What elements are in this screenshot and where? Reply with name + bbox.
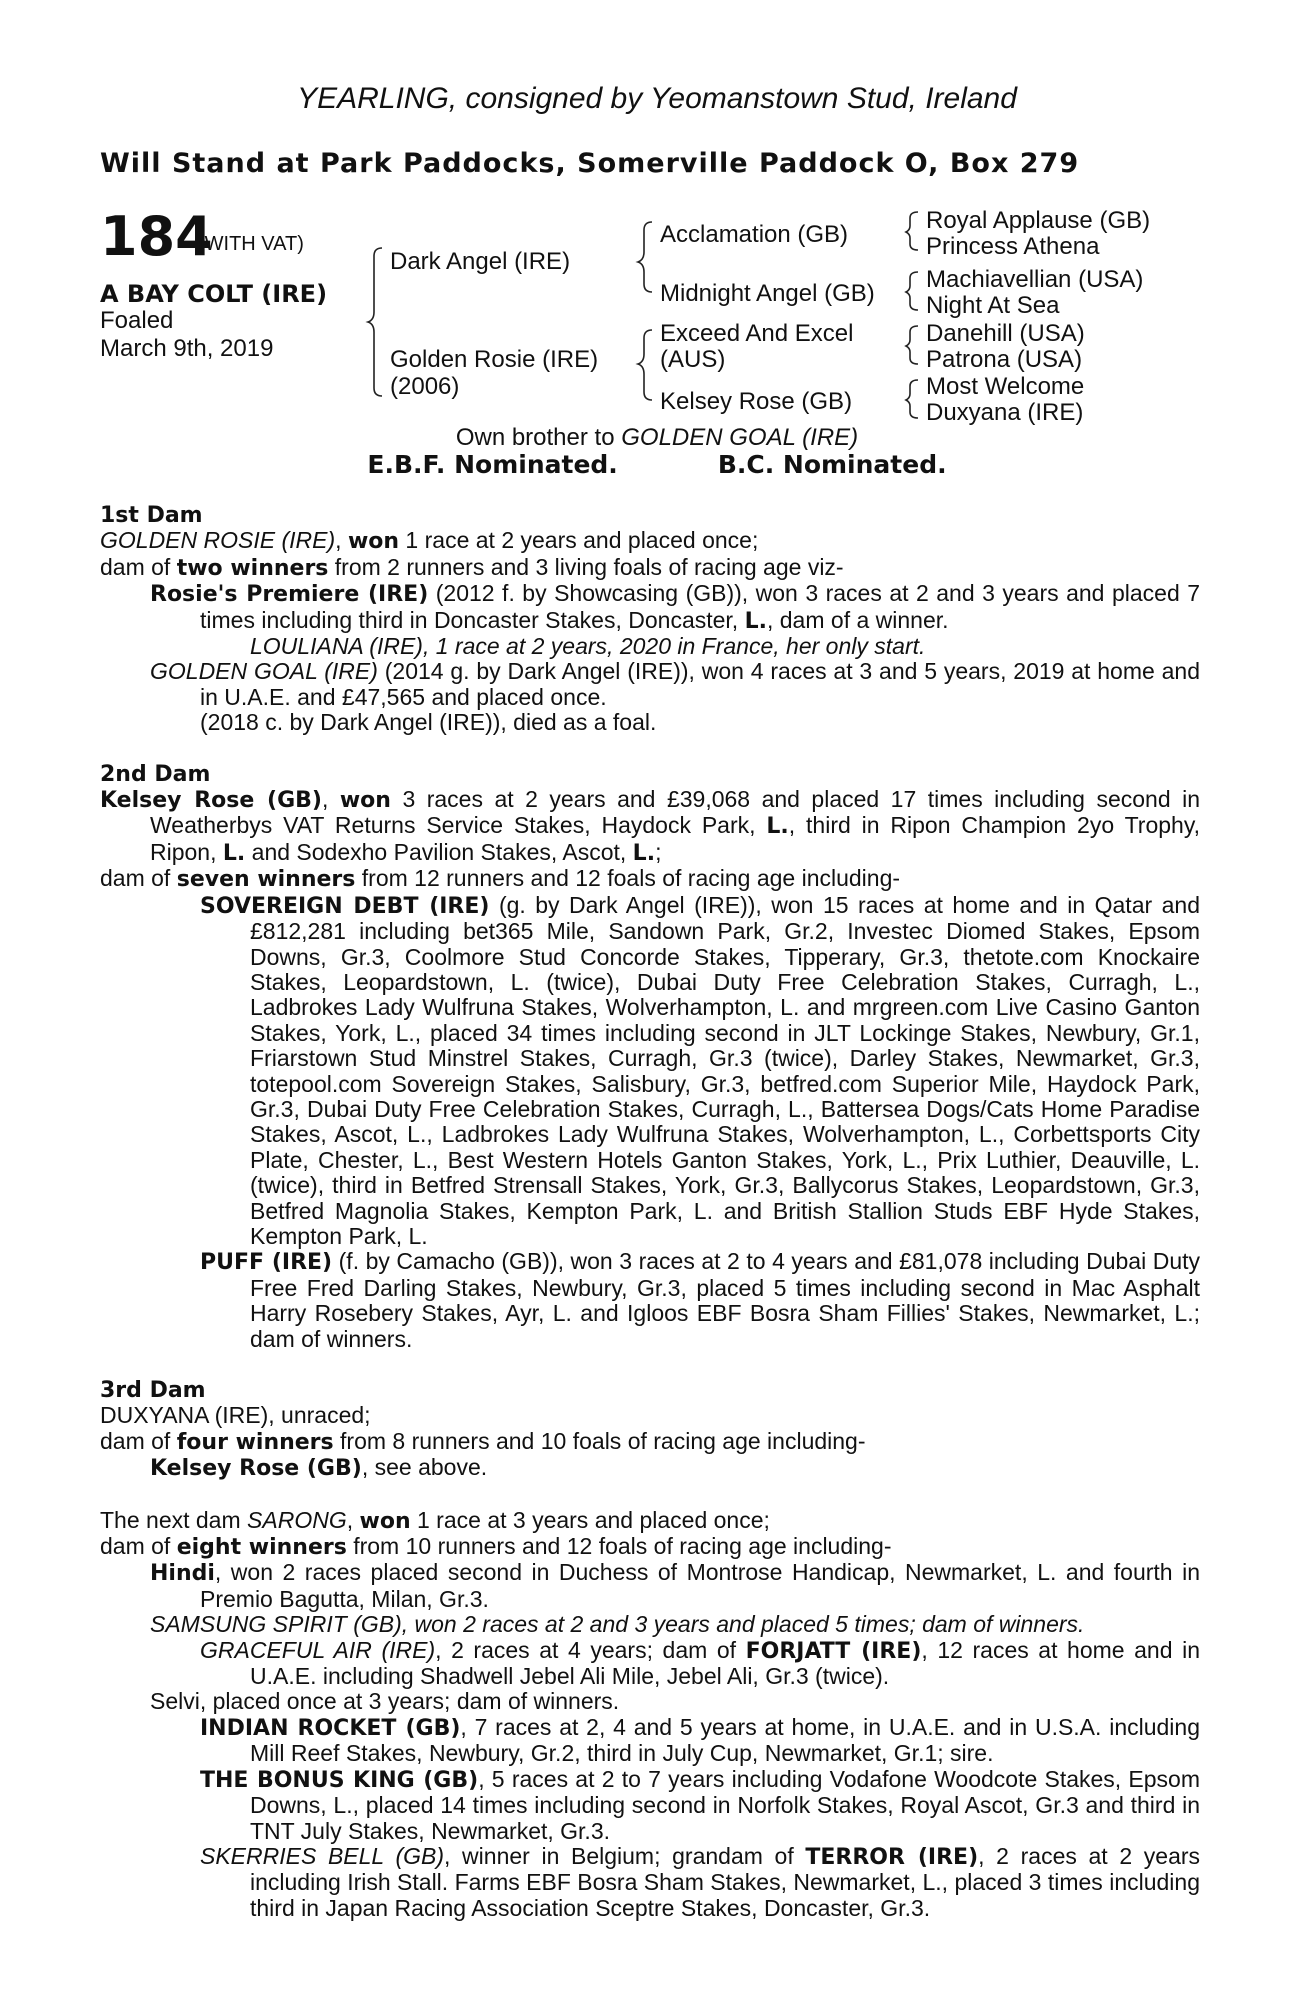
bonus-king-entry: THE BONUS KING (GB), 5 races at 2 to 7 years including Vodafone Woodcote Stakes, Epsom Downs, L., placed 14 times including second in Norfolk Stakes, Royal Ascot, Gr.3 and third in TNT July Stakes, Newmarket, Gr.3. bbox=[200, 1765, 1200, 1844]
lot-description: A BAY COLT (IRE) bbox=[100, 280, 328, 308]
first-dam-entry-1-sub: LOULIANA (IRE), 1 race at 2 years, 2020 in France, her only start. bbox=[250, 633, 926, 660]
ds-sire: Danehill (USA) bbox=[926, 320, 1085, 347]
ss-dam: Princess Athena bbox=[926, 233, 1100, 260]
page-header: YEARLING, consigned by Yeomanstown Stud, Ireland bbox=[297, 82, 1017, 115]
bc-nomination: B.C. Nominated. bbox=[717, 450, 947, 479]
ds-dam: Patrona (USA) bbox=[926, 346, 1083, 373]
third-dam-line2: dam of four winners from 8 runners and 10 foals of racing age including- bbox=[100, 1427, 866, 1455]
bracket-ss bbox=[906, 212, 918, 250]
brother-note bbox=[0, 424, 1314, 452]
skerries-bell-entry: SKERRIES BELL (GB), winner in Belgium; grandam of TERROR (IRE), 2 races at 2 years including Irish Stall. Farms EBF Bosra Sham Stakes, Newmarket, L., placed 3 times including third in Japan Racing Association Sceptre Stakes, Doncaster, Gr.3. bbox=[200, 1842, 1201, 1921]
dam-sire-line2: (AUS) bbox=[660, 346, 726, 373]
first-dam-line2: dam of two winners from 2 runners and 3 living foals of racing age viz- bbox=[100, 553, 844, 581]
indian-rocket-entry: INDIAN ROCKET (GB), 7 races at 2, 4 and 5 years at home, in U.A.E. and in U.S.A. including Mill Reef Stakes, Newbury, Gr.2, third in July Cup, Newmarket, Gr.1; sire. bbox=[200, 1713, 1200, 1767]
ebf-nomination: E.B.F. Nominated. bbox=[367, 450, 618, 479]
first-dam-heading: 1st Dam bbox=[100, 503, 203, 528]
next-dam-line1: The next dam SARONG, won 1 race at 3 years and placed once; bbox=[100, 1506, 770, 1534]
bracket-sire-dam bbox=[368, 248, 382, 396]
samsung-entry: SAMSUNG SPIRIT (GB), won 2 races at 2 and 3 years and placed 5 times; dam of winners. bbox=[150, 1611, 1085, 1638]
bracket-ds bbox=[906, 326, 918, 364]
hindi-entry: Hindi, won 2 races placed second in Duchess of Montrose Handicap, Newmarket, L. and fourth in Premio Bagutta, Milan, Gr.3. bbox=[150, 1559, 1200, 1612]
graceful-air-entry: GRACEFUL AIR (IRE), 2 races at 4 years; dam of FORJATT (IRE), 12 races at home and in U.A.E. including Shadwell Jebel Ali Mile, Jebel Ali, Gr.3 (twice). bbox=[200, 1636, 1200, 1690]
lot-number: 184 bbox=[100, 205, 213, 268]
third-dam-heading: 3rd Dam bbox=[100, 1378, 206, 1403]
first-dam-entry-3: (2018 c. by Dark Angel (IRE)), died as a foal. bbox=[200, 709, 657, 736]
nominations bbox=[0, 450, 1314, 479]
sd-dam: Night At Sea bbox=[926, 292, 1060, 319]
bracket-sire bbox=[638, 222, 652, 292]
sd-sire: Machiavellian (USA) bbox=[926, 266, 1144, 293]
first-dam-entry-1: Rosie's Premiere (IRE) (2012 f. by Showcasing (GB)), won 3 races at 2 and 3 years and placed 7 times including third in Doncaster Stakes, Doncaster, L., dam of a winner. bbox=[150, 580, 1201, 634]
first-dam-entry-2: GOLDEN GOAL (IRE) (2014 g. by Dark Angel (IRE)), won 4 races at 3 and 5 years, 2019 at home and in U.A.E. and £47,565 and placed once. bbox=[150, 658, 1200, 710]
standing-location: Will Stand at Park Paddocks, Somerville Paddock O, Box 279 bbox=[100, 148, 1080, 179]
next-dam-line2: dam of eight winners from 10 runners and 12 foals of racing age including- bbox=[100, 1533, 892, 1561]
dam-dam: Kelsey Rose (GB) bbox=[660, 388, 853, 415]
first-dam-line1: GOLDEN ROSIE (IRE), won 1 race at 2 years and placed once; bbox=[100, 527, 759, 555]
bracket-dam bbox=[638, 330, 652, 400]
foaled-date: March 9th, 2019 bbox=[100, 335, 274, 362]
bracket-dd bbox=[906, 380, 918, 418]
bracket-sd bbox=[906, 272, 918, 310]
dam-year: (2006) bbox=[390, 373, 460, 400]
sire-name: Dark Angel (IRE) bbox=[390, 248, 571, 275]
sire-dam: Midnight Angel (GB) bbox=[660, 280, 875, 307]
ss-sire: Royal Applause (GB) bbox=[926, 207, 1151, 234]
sire-sire: Acclamation (GB) bbox=[660, 221, 849, 248]
catalogue-body bbox=[100, 503, 1200, 1921]
foaled-label: Foaled bbox=[100, 307, 174, 334]
second-dam-line1: Kelsey Rose (GB), won 3 races at 2 years and £39,068 and placed 17 times including second in Weatherbys VAT Returns Service Stakes, Haydock Park, L., third in Ripon Champion 2yo Trophy, Ripon, L. and Sodexho Pavilion Stakes, Ascot, L.; bbox=[100, 786, 1201, 866]
selvi-entry: Selvi, placed once at 3 years; dam of winners. bbox=[150, 1688, 620, 1715]
brother-name: GOLDEN GOAL (IRE) bbox=[621, 424, 859, 451]
dam-sire-line1: Exceed And Excel bbox=[660, 320, 854, 347]
vat-note: (WITH VAT) bbox=[198, 233, 304, 255]
puff-entry: PUFF (IRE) (f. by Camacho (GB)), won 3 races at 2 to 4 years and £81,078 including Dubai Duty Free Fred Darling Stakes, Newbury, Gr.3, placed 5 times including second in Mac Asphalt Harry Rosebery Stakes, Ayr, L. and Igloos EBF Bosra Sham Fillies' Stakes, Newmarket, L.; dam of winners. bbox=[200, 1248, 1200, 1352]
sovereign-debt-entry: SOVEREIGN DEBT (IRE) (g. by Dark Angel (IRE)), won 15 races at home and in Qatar and £812,281 including bet365 Mile, Sandown Park, Gr.2, Investec Diomed Stakes, Epsom Downs, Gr.3, Coolmore Stud Concorde Stakes, Tipperary, Gr.3, thetote.com Knockaire Stakes, Leopardstown, L. (twice), Dubai Duty Free Celebration Stakes, Curragh, L., Ladbrokes Lady Wulfruna Stakes, Wolverhampton, L. and mrgreen.com Live Casino Ganton Stakes, York, L., placed 34 times including second in JLT Lockinge Stakes, Newbury, Gr.1, Friarstown Stud Minstrel Stakes, Curragh, Gr.3 (twice), Darley Stakes, Newmarket, Gr.3, totepool.com Sovereign Stakes, Salisbury, Gr.3, betfred.com Superior Mile, Haydock Park, Gr.3, Dubai Duty Free Celebration Stakes, Curragh, L., Battersea Dogs/Cats Home Paradise Stakes, Ascot, L., Ladbrokes Lady Wulfruna Stakes, Wolverhampton, L., Corbettsports City Plate, Chester, L., Best Western Hotels Ganton Stakes, York, L., Prix Luthier, Deauville, L. (twice), third in Betfred Strensall Stakes, York, Gr.3, Ballycorus Stakes, Leopardstown, Gr.3, Betfred Magnolia Stakes, Kempton Park, L. and British Stallion Studs EBF Hyde Stakes, Kempton Park, L. bbox=[200, 891, 1200, 1249]
third-dam-line1: DUXYANA (IRE), unraced; bbox=[100, 1402, 371, 1429]
dd-sire: Most Welcome bbox=[926, 373, 1085, 400]
second-dam-line2: dam of seven winners from 12 runners and 12 foals of racing age including- bbox=[100, 865, 901, 893]
dd-dam: Duxyana (IRE) bbox=[926, 399, 1084, 426]
dam-name: Golden Rosie (IRE) bbox=[390, 346, 599, 373]
second-dam-heading: 2nd Dam bbox=[100, 761, 211, 787]
third-dam-line3: Kelsey Rose (GB), see above. bbox=[150, 1454, 488, 1482]
brother-prefix: Own brother to bbox=[455, 424, 622, 451]
